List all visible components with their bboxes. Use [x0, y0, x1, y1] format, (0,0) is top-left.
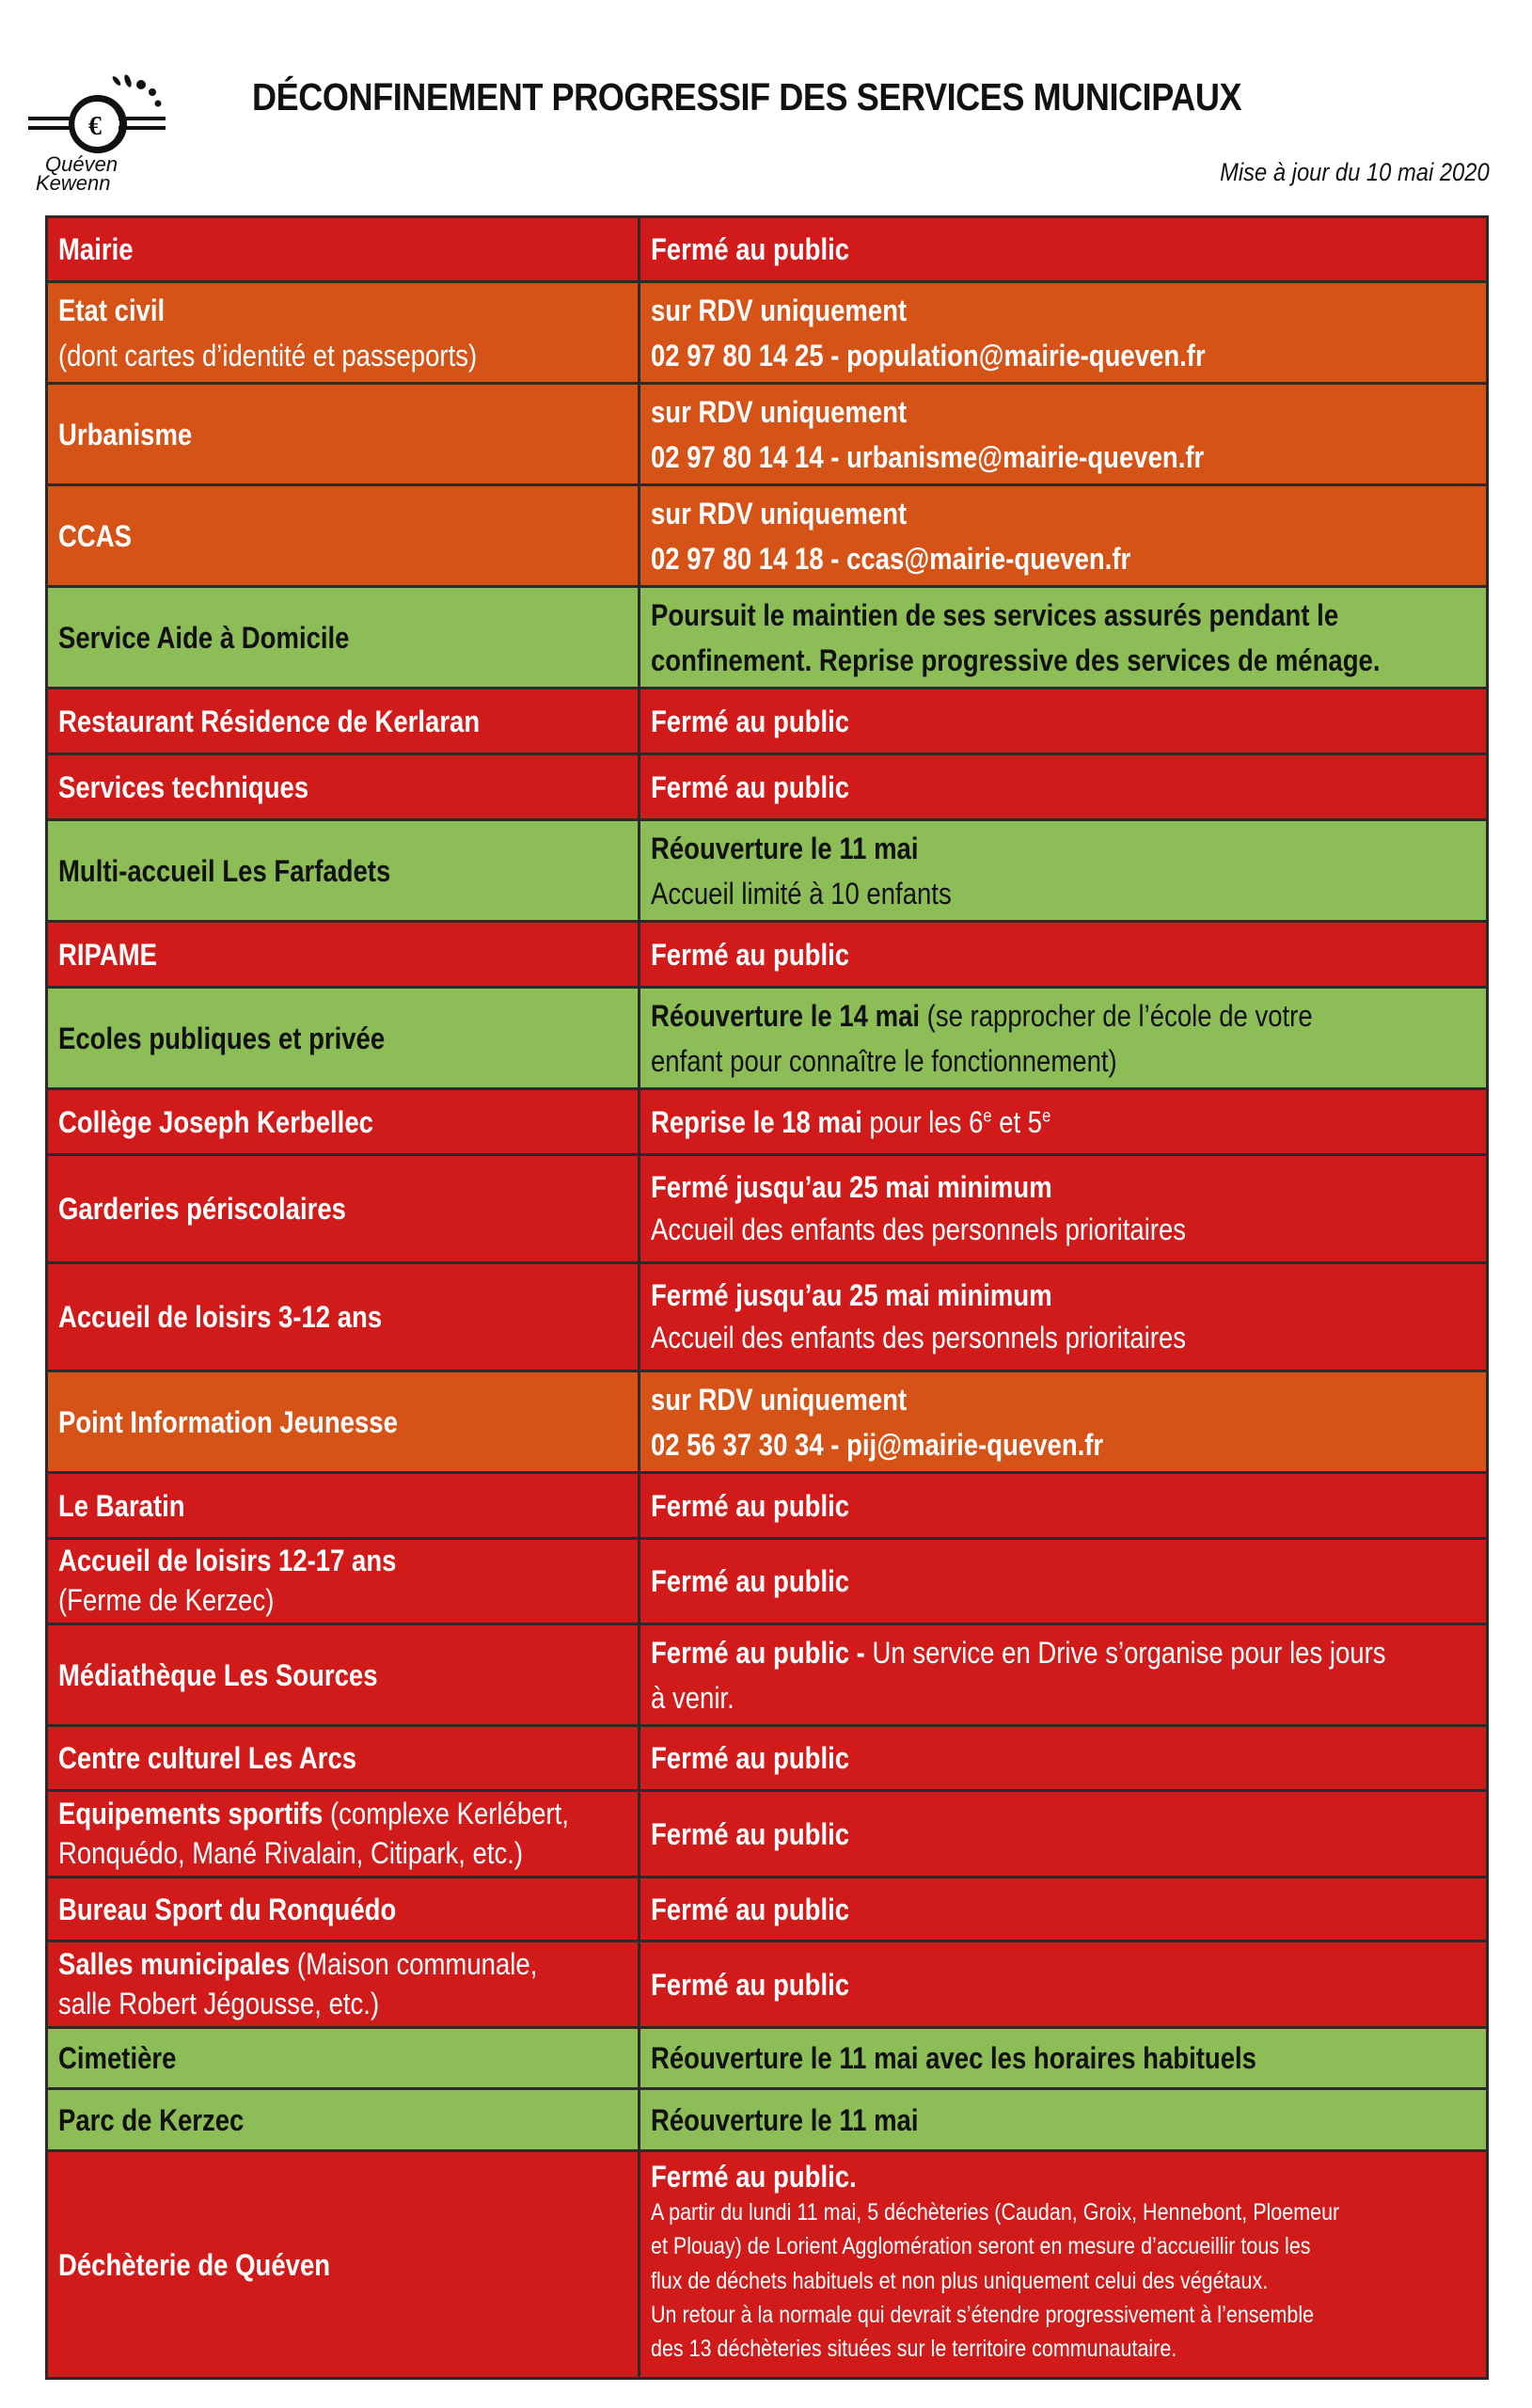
service-name: Le Baratin	[48, 1474, 640, 1540]
table-row	[48, 1792, 1489, 1878]
service-name: Service Aide à Domicile	[48, 588, 640, 689]
logo-text-queven: Quéven	[45, 152, 118, 176]
service-status: Fermé jusqu’au 25 mai minimum Accueil des enfants des personnels prioritaires	[640, 1264, 1489, 1372]
table-row	[48, 1264, 1489, 1372]
status-detail: (se rapprocher de l’école de votre	[920, 998, 1313, 1033]
service-status: Fermé au public	[640, 218, 1489, 283]
status-detail: Un service en Drive s’organise pour les jours	[864, 1635, 1386, 1670]
service-name: Equipements sportifs (complexe Kerlébert, Ronquédo, Mané Rivalain, Citipark, etc.)	[48, 1792, 640, 1878]
table-row	[48, 989, 1489, 1090]
service-status: Fermé au public	[640, 1540, 1489, 1625]
status-detail: des 13 déchèteries situées sur le territoire communautaire.	[651, 2336, 1177, 2362]
service-note: (dont cartes d’identité et passeports)	[58, 338, 478, 372]
page-header	[0, 0, 1532, 216]
page-title: DÉCONFINEMENT PROGRESSIF DES SERVICES MUNICIPAUX	[252, 75, 1242, 119]
service-name: Urbanisme	[48, 385, 640, 486]
table-row	[48, 1540, 1489, 1625]
queven-logo	[26, 68, 167, 199]
service-name: Médiathèque Les Sources	[48, 1625, 640, 1727]
service-status: sur RDV uniquement 02 97 80 14 25 - population@mairie-queven.fr	[640, 283, 1489, 385]
table-row	[48, 923, 1489, 989]
table-row	[48, 2090, 1489, 2152]
service-name: Services techniques	[48, 755, 640, 821]
table-row	[48, 1727, 1489, 1792]
service-name: Point Information Jeunesse	[48, 1372, 640, 1474]
table-row	[48, 1372, 1489, 1474]
service-name: Etat civil (dont cartes d’identité et passeports)	[48, 283, 640, 385]
update-date: Mise à jour du 10 mai 2020	[1220, 158, 1490, 186]
service-name: RIPAME	[48, 923, 640, 989]
status-detail: Accueil limité à 10 enfants	[651, 876, 952, 911]
service-status: Reprise le 18 mai pour les 6e et 5e	[640, 1090, 1489, 1156]
status-detail: flux de déchets habituels et non plus uniquement celui des végétaux.	[651, 2267, 1269, 2294]
service-name: Déchèterie de Quéven	[48, 2152, 640, 2380]
table-row	[48, 1942, 1489, 2029]
table-row	[48, 486, 1489, 588]
service-status: Fermé au public	[640, 755, 1489, 821]
service-status: Réouverture le 11 mai Accueil limité à 10 enfants	[640, 821, 1489, 923]
service-name: Accueil de loisirs 12-17 ans (Ferme de Kerzec)	[48, 1540, 640, 1625]
service-note: (Ferme de Kerzec)	[58, 1583, 275, 1617]
table-row	[48, 2152, 1489, 2380]
table-row	[48, 1474, 1489, 1540]
contact-info: 02 56 37 30 34 - pij@mairie-queven.fr	[651, 1427, 1104, 1462]
service-name: Accueil de loisirs 3-12 ans	[48, 1264, 640, 1372]
contact-info: 02 97 80 14 18 - ccas@mairie-queven.fr	[651, 541, 1131, 576]
service-name: Centre culturel Les Arcs	[48, 1727, 640, 1792]
service-name: Mairie	[48, 218, 640, 283]
table-row	[48, 1156, 1489, 1264]
status-detail: Un retour à la normale qui devrait s’étendre progressivement à l’ensemble	[651, 2301, 1315, 2328]
service-name: Cimetière	[48, 2029, 640, 2090]
service-status: Fermé au public	[640, 1878, 1489, 1942]
service-name: Bureau Sport du Ronquédo	[48, 1878, 640, 1942]
service-name: Ecoles publiques et privée	[48, 989, 640, 1090]
table-row	[48, 1625, 1489, 1727]
status-detail: enfant pour connaître le fonctionnement)	[651, 1043, 1117, 1078]
service-status: Fermé au public	[640, 1942, 1489, 2029]
service-status: sur RDV uniquement 02 97 80 14 18 - ccas@mairie-queven.fr	[640, 486, 1489, 588]
table-row	[48, 1090, 1489, 1156]
service-note: Ronquédo, Mané Rivalain, Citipark, etc.)	[58, 1835, 524, 1870]
table-row	[48, 821, 1489, 923]
contact-info: 02 97 80 14 25 - population@mairie-queven.fr	[651, 338, 1206, 372]
service-status: sur RDV uniquement 02 97 80 14 14 - urbanisme@mairie-queven.fr	[640, 385, 1489, 486]
service-status: Fermé au public	[640, 1474, 1489, 1540]
service-status: Fermé jusqu’au 25 mai minimum Accueil des enfants des personnels prioritaires	[640, 1156, 1489, 1264]
service-status: Fermé au public	[640, 689, 1489, 755]
service-status: sur RDV uniquement 02 56 37 30 34 - pij@mairie-queven.fr	[640, 1372, 1489, 1474]
service-name: Garderies périscolaires	[48, 1156, 640, 1264]
service-status: Fermé au public	[640, 1727, 1489, 1792]
table-row	[48, 385, 1489, 486]
service-name: Restaurant Résidence de Kerlaran	[48, 689, 640, 755]
service-name: Collège Joseph Kerbellec	[48, 1090, 640, 1156]
status-detail: à venir.	[651, 1680, 734, 1715]
table-row	[48, 1878, 1489, 1942]
svg-text:€: €	[88, 112, 102, 141]
logo-text-kewenn: Kewenn	[36, 171, 111, 195]
table-row	[48, 283, 1489, 385]
service-status: Fermé au public	[640, 923, 1489, 989]
service-status: Fermé au public - Un service en Drive s’organise pour les jours à venir.	[640, 1625, 1489, 1727]
service-status: Fermé au public. A partir du lundi 11 mai, 5 déchèteries (Caudan, Groix, Hennebont, Ploemeur et Plouay) de Lorient Agglomération seront en mesure d’accueillir tous les flux de déchets habituels et non plus uniquement celui des végétaux. Un retour à la normale qui devrait s’étendre progressivement à l’ensemble des 13 déchèteries situées sur le territoire communautaire.	[640, 2152, 1489, 2380]
service-name: Parc de Kerzec	[48, 2090, 640, 2152]
service-note: salle Robert Jégousse, etc.)	[58, 1986, 380, 2020]
status-detail: Accueil des enfants des personnels prioritaires	[651, 1321, 1187, 1354]
table-row	[48, 2029, 1489, 2090]
service-name: Salles municipales (Maison communale, salle Robert Jégousse, etc.)	[48, 1942, 640, 2029]
service-name: Multi-accueil Les Farfadets	[48, 821, 640, 923]
status-detail: Accueil des enfants des personnels prioritaires	[651, 1212, 1187, 1246]
service-status: Réouverture le 11 mai	[640, 2090, 1489, 2152]
table-row	[48, 588, 1489, 689]
service-status: Fermé au public	[640, 1792, 1489, 1878]
service-name: CCAS	[48, 486, 640, 588]
status-detail: et Plouay) de Lorient Agglomération seront en mesure d’accueillir tous les	[651, 2233, 1311, 2260]
contact-info: 02 97 80 14 14 - urbanisme@mairie-queven.fr	[651, 439, 1205, 474]
status-detail: A partir du lundi 11 mai, 5 déchèteries (Caudan, Groix, Hennebont, Ploemeur	[651, 2199, 1340, 2226]
service-status: Réouverture le 11 mai avec les horaires habituels	[640, 2029, 1489, 2090]
table-row	[48, 755, 1489, 821]
services-table	[45, 215, 1489, 2380]
service-status: Poursuit le maintien de ses services assurés pendant le confinement. Reprise progressive des services de ménage.	[640, 588, 1489, 689]
table-row	[48, 689, 1489, 755]
service-status: Réouverture le 14 mai (se rapprocher de l’école de votre enfant pour connaître le fonctionnement)	[640, 989, 1489, 1090]
table-row	[48, 218, 1489, 283]
